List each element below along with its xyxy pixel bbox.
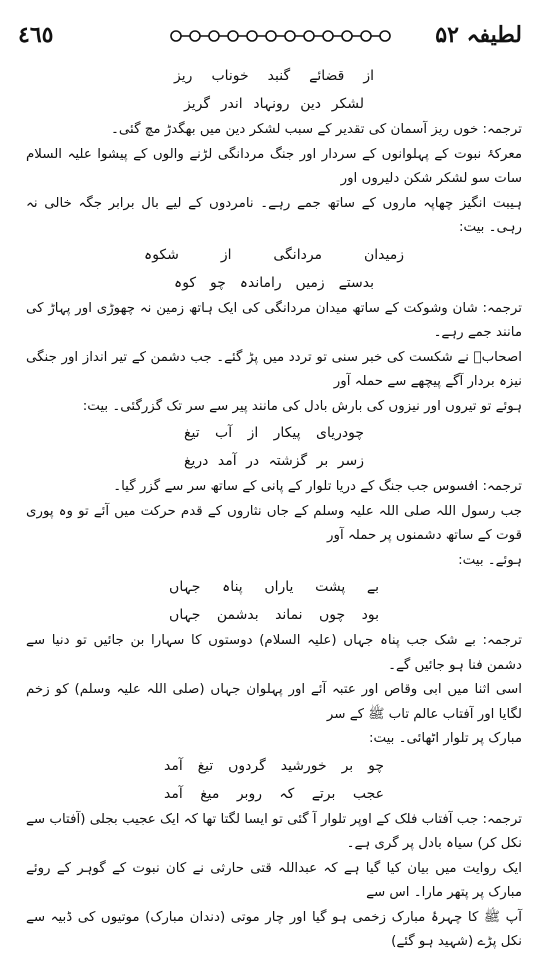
translation-paragraph: ترجمہ: شان وشوکت کے ساتھ میدان مردانگی کی ایک ہاتھ زمین نہ چھوڑی اور پہاڑ کی مانند جمے رہے۔ xyxy=(26,300,522,340)
translation-paragraph: ترجمہ: افسوس جب جنگ کے دریا تلوار کے پانی کے ساتھ سر سے گزر گیا۔ xyxy=(113,479,522,494)
chain-ornament xyxy=(168,29,398,43)
translation-paragraph: ترجمہ: جب آفتاب فلک کے اوپر تلوار آ گئی تو ایسا لگتا تھا کہ ایک عجیب بجلی (آفتاب سے نکل کر) سیاہ بادل پر گری ہے۔ xyxy=(26,811,522,851)
translation-paragraph: ترجمہ: خوں ریز آسمان کی تقدیر کے سبب لشکر دین میں بھگدڑ مچ گئی۔ xyxy=(111,122,522,137)
verse-line: چو بر خورشید گردوں تیغ آمد xyxy=(164,757,384,774)
paragraph-line: مبارک پر تلوار اٹھائی۔ بیت: xyxy=(368,731,522,746)
paragraph-line: معرکۂ نبوت کے پہلوانوں کے سردار اور جنگ مردانگی لڑنے والوں کے پیشوا علیہ السلام سات سو لشکر شکن دلیروں اور xyxy=(26,146,522,186)
paragraph-line: آپ ﷺ کا چہرۂ مبارک زخمی ہو گیا اور چار موتی (دندان مبارک) موتیوں کی ڈبیہ سے نکل پڑے (شہید ہو گئے) xyxy=(26,909,522,949)
verse-line: زسر بر گزشتہ در آمد دریغ xyxy=(184,453,364,469)
translation-paragraph: ترجمہ: بے شک جب پناہ جہاں (علیہ السلام) دوستوں کا سہارا بن جائیں تو دنیا سے دشمن فنا ہو جائیں گے۔ xyxy=(26,633,522,673)
verse-line: زمیدان مردانگی از شکوہ xyxy=(144,246,404,263)
paragraph-line: ہوئے۔ بیت: xyxy=(458,552,522,568)
verse-line: از قضائے گنبد خوناب ریز xyxy=(174,68,374,84)
verse-line: لشکر دین رونہاد اندر گریز xyxy=(184,96,364,112)
paragraph-line: اصحابؓ نے شکست کی خبر سنی تو تردد میں پڑ گئے۔ جب دشمن کے تیر انداز اور جنگی نیزہ بردار آگے پیچھے سے حملہ آور xyxy=(26,349,522,389)
paragraph-line: ہوئے تو تیروں اور نیزوں کی بارش بادل کی مانند پیر سے سر تک گزرگئی۔ بیت: xyxy=(82,398,522,414)
verse-line: بے پشت یاراں پناہ جہاں xyxy=(169,579,379,595)
page-body xyxy=(26,62,522,955)
page-header xyxy=(18,22,522,52)
verse-line: بود چوں نماند بدشمن جہاں xyxy=(169,607,379,623)
verse-line: بدستے زمیں راماندہ چو کوہ xyxy=(174,274,374,291)
paragraph-line: ایک روایت میں بیان کیا گیا ہے کہ عبداللہ قتی حارثی نے کان نبوت کے گوہر کے روئے مبارک پر پتھر مارا۔ اس سے xyxy=(26,860,522,900)
running-head: لطیفہ ۵۲ xyxy=(435,22,522,48)
page-number: ٤٦٥ xyxy=(18,22,54,48)
verse-line: چودریای پیکار از آب تیغ xyxy=(184,425,364,441)
paragraph-line: جب رسول اللہ صلی اللہ علیہ وسلم کے جاں نثاروں کے قدم حرکت میں آئے تو وہ پوری قوت کے ساتھ دشمنوں پر حملہ آور xyxy=(26,503,522,543)
verse-line: عجب برتے کہ روبر میغ آمد xyxy=(164,785,384,802)
paragraph-line: ہیبت انگیز چھاپہ ماروں کے ساتھ جمے رہے۔ نامردوں کے لیے بال برابر جگہ خالی نہ رہی۔ بیت: xyxy=(26,195,522,235)
paragraph-line: اسی اثنا میں ابی وقاص اور عتبہ آئے اور پہلوان جہاں (صلی اللہ علیہ وسلم) کو زخم لگایا اور آفتاب عالم تاب ﷺ کے سر xyxy=(26,682,522,722)
